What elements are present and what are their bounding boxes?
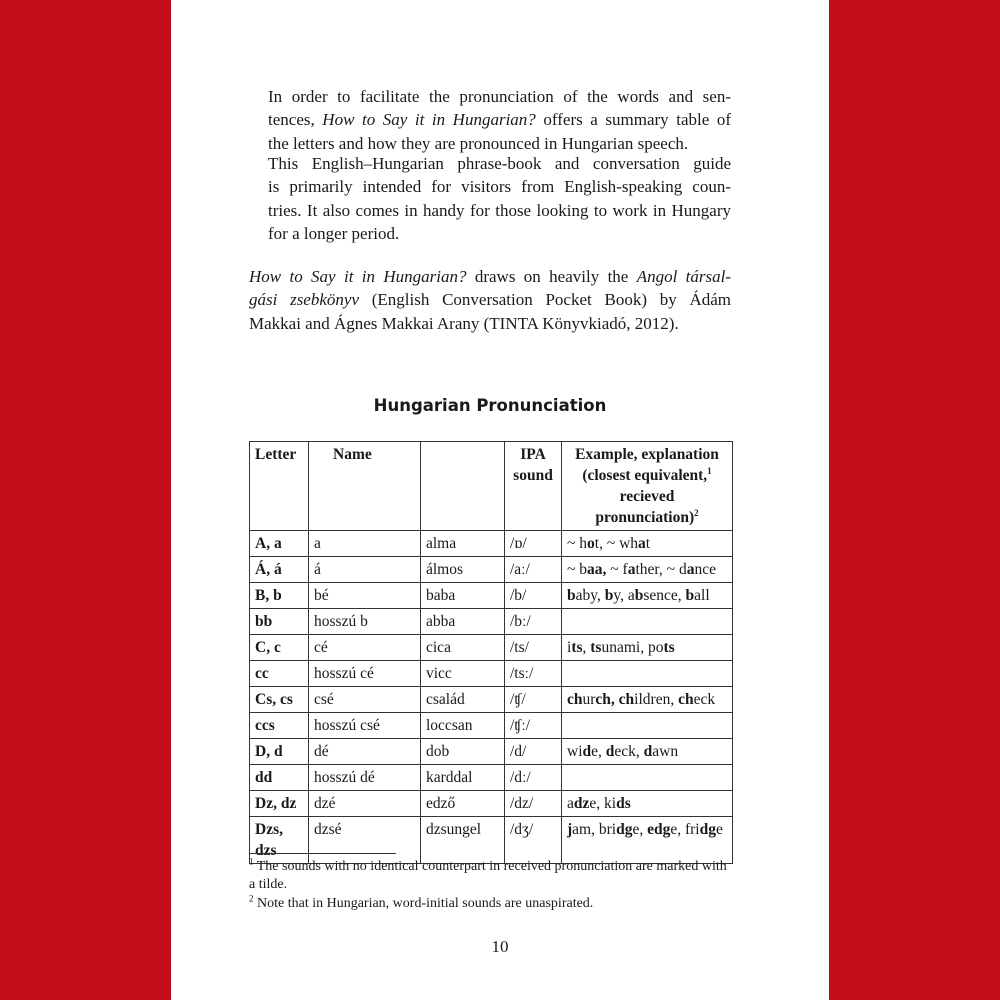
header-explanation-line3: recieved pronunciation) [595,488,695,526]
cell-word: vicc [421,661,505,687]
highlighted-sound: b [604,587,614,604]
intro-p3-line: How to Say it in Hungarian? draws on heavily the Angol társal- [249,267,732,286]
cell-letter: B, b [250,583,309,609]
cell-ipa: /ʧ/ [505,687,562,713]
intro-p1-line: the letters and how they are pronounced in Hungarian speech. [268,133,689,153]
highlighted-sound: b [567,587,576,604]
intro-p1-line: In order to facilitate the pronunciation of the words and sen- [268,87,731,106]
header-ipa: IPA sound [505,442,562,531]
highlighted-sound: a [686,561,695,578]
footnote-2 [249,895,731,913]
cell-word: dob [421,739,505,765]
cell-example: wide, deck, dawn [562,739,733,765]
cell-example: baby, by, absence, ball [562,583,733,609]
cell-word: loccsan [421,713,505,739]
cell-ipa: /bː/ [505,609,562,635]
cell-word: karddal [421,765,505,791]
table-row [250,635,733,661]
cell-ipa: /dʒ/ [505,817,562,864]
cell-ipa: /tsː/ [505,661,562,687]
italic-title: How to Say it in Hungarian? [249,267,467,286]
cell-example [562,765,733,791]
highlighted-sound: a [638,535,646,552]
footnote-2-text: Note that in Hungarian, word-initial sounds are unaspirated. [257,896,594,911]
footnote-1-text: The sounds with no identical counterpart in received pronunciation are marked with a tilde. [249,859,727,892]
highlighted-sound: ds [616,795,631,812]
highlighted-sound: b [634,587,644,604]
header-explanation [562,442,733,531]
cell-ipa: /aː/ [505,557,562,583]
cell-name: hosszú dé [309,765,421,791]
cell-ipa: /ɒ/ [505,531,562,557]
footnote-divider [249,853,396,854]
header-example-word [421,442,505,531]
cell-name: bé [309,583,421,609]
highlighted-sound: ts [590,639,602,656]
highlighted-sound: aa, [587,561,607,578]
header-name: Name [309,442,421,531]
cell-name: dé [309,739,421,765]
table-row [250,817,733,864]
cell-name: csé [309,687,421,713]
header-explanation-line1: Example, explanation [575,446,719,463]
cell-example: its, tsunami, pots [562,635,733,661]
highlighted-sound: dg [699,821,716,838]
footnote-2-mark: 2 [249,893,254,904]
cell-word: baba [421,583,505,609]
intro-p2-line: for a longer period. [268,223,400,243]
cell-example [562,661,733,687]
intro-p2-line: tries. It also comes in handy for those looking to work in Hungary [268,200,731,220]
cell-name: dzsé [309,817,421,864]
intro-p3-line: Makkai and Ágnes Makkai Arany (TINTA Könyvkiadó, 2012). [249,313,679,333]
cell-letter: cc [250,661,309,687]
highlighted-sound: j [567,821,573,838]
highlighted-sound: o [587,535,595,552]
cell-example: ~ hot, ~ what [562,531,733,557]
italic-title: How to Say it in Hungarian? [322,110,536,130]
cell-word: álmos [421,557,505,583]
cell-name: cé [309,635,421,661]
cell-name: á [309,557,421,583]
book-page [171,0,829,1000]
footnote-1 [249,858,731,893]
cell-ipa: /dz/ [505,791,562,817]
header-letter: Letter [250,442,309,531]
cell-ipa: /b/ [505,583,562,609]
cell-ipa: /ʧː/ [505,713,562,739]
cell-ipa: /d/ [505,739,562,765]
cell-letter: Dzs, dzs [250,817,309,864]
highlighted-sound: d [605,743,615,760]
cell-example [562,713,733,739]
highlighted-sound: ts [571,639,583,656]
cell-word: cica [421,635,505,661]
cell-word: család [421,687,505,713]
intro-p3-line: gási zsebkönyv (English Conversation Pocket Book) by Ádám [249,290,731,310]
table-body [249,531,733,867]
pronunciation-table [249,441,733,867]
cell-word: dzsungel [421,817,505,864]
cell-letter: bb [250,609,309,635]
cell-example: ~ baa, ~ father, ~ dance [562,557,733,583]
cell-name: hosszú b [309,609,421,635]
intro-paragraph-3 [249,265,731,335]
italic-title: Angol társal- [636,267,732,286]
header-explanation-line2: (closest equivalent, [582,467,708,484]
highlighted-sound: d [582,743,592,760]
cell-letter: C, c [250,635,309,661]
cell-name: dzé [309,791,421,817]
table-row [250,765,733,791]
cell-word: edző [421,791,505,817]
highlighted-sound: ch, [595,691,615,708]
cell-letter: A, a [250,531,309,557]
cell-ipa: /dː/ [505,765,562,791]
page-number: 10 [491,937,509,956]
footnote-mark-2: 2 [694,507,699,518]
table-row [250,557,733,583]
intro-paragraph-2 [249,152,731,245]
cell-name: hosszú csé [309,713,421,739]
intro-p2-line: This English–Hungarian phrase-book and conversation guide [268,154,731,173]
table-row [250,791,733,817]
table-row [250,687,733,713]
cell-letter: Á, á [250,557,309,583]
intro-p1-line: tences, How to Say it in Hungarian? offers a summary table of [268,110,731,130]
table-row [250,739,733,765]
cell-example [562,609,733,635]
highlighted-sound: b [685,587,695,604]
cell-word: alma [421,531,505,557]
highlighted-sound: ch [618,691,635,708]
highlighted-sound: dg [616,821,633,838]
highlighted-sound: a [627,561,636,578]
intro-p2-line: is primarily intended for visitors from English-speaking coun- [268,177,731,197]
footnote-mark-1: 1 [707,465,712,476]
cell-name: a [309,531,421,557]
cell-example: church, children, check [562,687,733,713]
table-row [250,609,733,635]
intro-paragraph-1 [249,85,731,155]
table-title: Hungarian Pronunciation [373,396,607,415]
table-row [250,583,733,609]
highlighted-sound: edg [647,821,671,838]
cell-letter: Cs, cs [250,687,309,713]
table-row [250,661,733,687]
highlighted-sound: ts [663,639,675,656]
table-row [250,713,733,739]
cell-name: hosszú cé [309,661,421,687]
highlighted-sound: ch [567,691,583,708]
italic-title: gási zsebkönyv [249,290,359,310]
cell-example: adze, kids [562,791,733,817]
footnote-1-mark: 1 [249,856,254,867]
cell-letter: Dz, dz [250,791,309,817]
highlighted-sound: dz [573,795,590,812]
cell-letter: dd [250,765,309,791]
cell-letter: ccs [250,713,309,739]
cell-ipa: /ts/ [505,635,562,661]
cell-example: jam, bridge, edge, fridge [562,817,733,864]
cell-word: abba [421,609,505,635]
cell-letter: D, d [250,739,309,765]
highlighted-sound: ch [678,691,694,708]
table-header-row [250,442,733,531]
highlighted-sound: d [643,743,653,760]
table-row [250,531,733,557]
